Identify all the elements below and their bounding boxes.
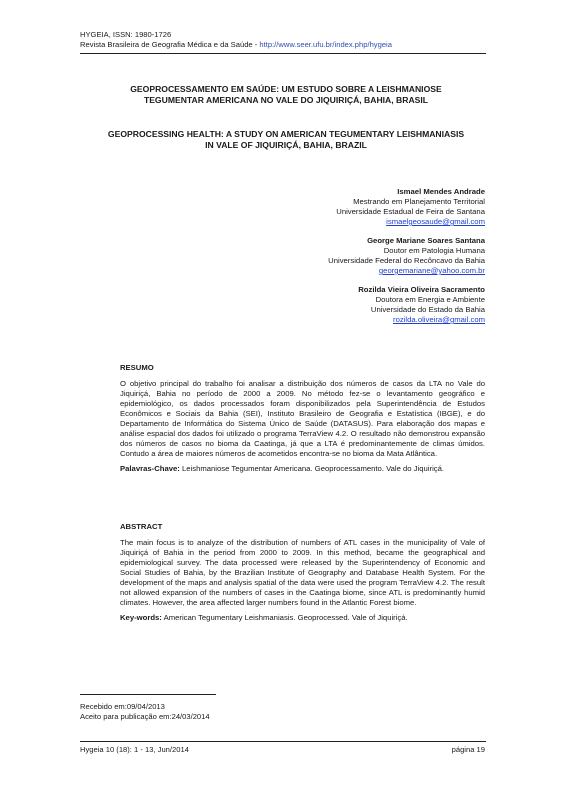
journal-subtitle: Revista Brasileira de Geografia Médica e da Saúde - http://www.seer.ufu.br/index.php/hygeia — [80, 40, 392, 49]
journal-url-link[interactable]: http://www.seer.ufu.br/index.php/hygeia — [259, 40, 392, 49]
author-name: Ismael Mendes Andrade — [397, 187, 485, 196]
resumo-section — [120, 363, 485, 474]
author — [328, 285, 485, 325]
author-degree: Mestrando em Planejamento Territorial — [353, 197, 485, 206]
footer-rule — [80, 741, 486, 742]
submission-dates — [80, 702, 210, 722]
author-email-link[interactable]: rozilda.oliveira@gmail.com — [393, 315, 485, 324]
title-english: GEOPROCESSING HEALTH: A STUDY ON AMERICAN TEGUMENTARY LEISHMANIASIS IN VALE OF JIQUIRIÇÁ, BAHIA, BRAZIL — [107, 129, 465, 150]
author-list — [328, 187, 485, 334]
author-name: Rozilda Vieira Oliveira Sacramento — [358, 285, 485, 294]
footnote-rule — [80, 694, 216, 695]
author-email-link[interactable]: georgemariane@yahoo.com.br — [378, 266, 485, 275]
footer-citation: Hygeia 10 (18): 1 - 13, Jun/2014 — [80, 745, 189, 754]
resumo-heading: RESUMO — [120, 363, 154, 372]
author-name: George Mariane Soares Santana — [367, 236, 485, 245]
accepted-date: Aceito para publicação em:24/03/2014 — [80, 712, 210, 721]
received-date: Recebido em:09/04/2013 — [80, 702, 165, 711]
page-number: página 19 — [451, 745, 485, 754]
title-portuguese: GEOPROCESSAMENTO EM SAÚDE: UM ESTUDO SOBRE A LEISHMANIOSE TEGUMENTAR AMERICANA NO VALE DO JIQUIRIÇÁ, BAHIA, BRASIL — [130, 84, 442, 105]
resumo-body: O objetivo principal do trabalho foi analisar a distribuição dos números de casos da LTA no Vale do Jiquiriçá, Bahia no período de 2000 a 2009. No método fez-se o levantamento geográfico e epidemiológico, os dados processados foram disponibilizados pela Superintendência de Estudos Econômicos e Sociais da Bahia (SEI), Instituto Brasileiro de Geografia e Estatística (IBGE), e do Departamento de Informática do Sistema Único de Saúde (DATASUS). Para elaboração dos mapas e análise espacial dos dados foi utilizado o programa TerraView 4.2. O resultado não demonstrou expansão dos números de casos no bioma da Caatinga, já que a LTA é predominantemente de climas úmidos. Contudo a área de maiores números de acometidos encontra-se no bioma da Mata Atlântica. — [120, 379, 485, 458]
journal-name: HYGEIA, ISSN: 1980-1726 — [80, 30, 172, 39]
author — [328, 236, 485, 276]
resumo-keywords: Palavras-Chave: Leishmaniose Tegumentar Americana. Geoprocessamento. Vale do Jiquiriçá. — [120, 464, 445, 473]
header-rule — [80, 53, 486, 54]
abstract-heading: ABSTRACT — [120, 522, 163, 531]
abstract-keywords: Key-words: American Tegumentary Leishmaniasis. Geoprocessed. Vale of Jiquiriçá. — [120, 613, 408, 622]
author-institution: Universidade Estadual de Feira de Santana — [336, 207, 485, 216]
author-institution: Universidade do Estado da Bahia — [370, 305, 485, 314]
abstract-body: The main focus is to analyze of the distribution of numbers of ATL cases in the municipality of Vale of Jiquiriçá of Bahia in the period from 2000 to 2009. In this method, became the geographical and epidemiological survey. The data processed were released by the Superintendency of Economic and Social Studies of Bahia, by the Brazilian Institute of Geography and Database Health System. For the development of the maps and analysis spatial of the data were used the program TerraView 4.2. The result not allowed expansion of the numbers of cases in the Caatinga biome, since ATL is predominantly humid climates. However, the area affected larger numbers found in the Atlantic Forest biome. — [120, 538, 485, 607]
author-degree: Doutora em Energia e Ambiente — [375, 295, 485, 304]
author-email-link[interactable]: ismaelgeosaude@gmail.com — [386, 217, 485, 226]
journal-header — [80, 30, 392, 50]
author-degree: Doutor em Patologia Humana — [383, 246, 485, 255]
abstract-section — [120, 522, 485, 623]
author — [328, 187, 485, 227]
author-institution: Universidade Federal do Recôncavo da Bahia — [328, 256, 485, 265]
